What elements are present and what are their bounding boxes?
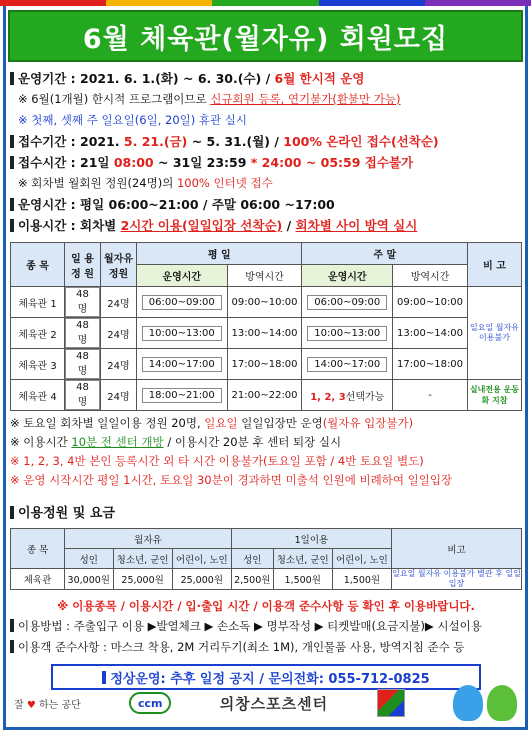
title-banner [8,10,523,62]
page-title: 6월 체육관(월자유) 회원모집 [82,23,449,55]
note-4: ※ 운영 시작시간 평일 1시간, 토요일 30분이 경과하면 미출석 인원에 비례하여 일일입장 [10,473,453,487]
emblem-icon [377,689,405,717]
schedule-table [10,242,522,411]
reception-note: ※ 회차별 월회원 정원(24명)의 100% 인터넷 접수 [18,176,273,190]
remark-sunday: 일요일 월자유 이용불가 [468,287,522,380]
ccm-logo: ccm [129,692,171,714]
sports-center-logo: 의창스포츠센터 [219,694,329,713]
reception-period: 접수기간 : 2021. 5. 21.(금) ~ 5. 31.(월) / 100% 온라인 접수(선착순) [10,131,522,152]
slogan-logo: 잘 ♥ 하는 공단 [14,699,81,711]
footer [8,678,523,728]
fees-title: 이용정원 및 요금 [10,504,522,524]
remark-shoes: 실내전용 운동화 지참 [468,380,522,411]
period-note-2: ※ 첫째, 셋째 주 일요일(6일, 20일) 휴관 실시 [18,113,247,127]
col-weekday: 평 일 [137,243,302,265]
col-wd-dis: 방역시간 [227,265,302,287]
note-3: ※ 1, 2, 3, 4반 본인 등록시간 외 타 시간 이용불가(토요일 포함 / 4반 토요일 별도) [10,454,424,468]
col-daily: 일 용 정 원 [65,243,101,287]
table-row: 체육관 30,000원 25,000원 25,000원 2,500원 1,500원 1,500원 일요일 월자유 이용불가 별관 후 일일입장 [11,569,522,590]
table-row: 체육관 1 48명 24명 06:00~09:00 09:00~10:00 06:00~09:00 09:00~10:00 일요일 월자유 이용불가 [11,287,522,318]
usage-time: 이용시간 : 회차별 2시간 이용(일일입장 선착순) / 회차별 사이 방역 실시 [10,215,522,236]
content [10,68,522,690]
usage-method: 이용방법 : 주출입구 이용 ▶발열체크 ▶ 손소독 ▶ 명부작성 ▶ 티켓발매(요금지불)▶ 시설이용 [10,616,522,637]
fees-table: 종 목 월자유 1일이용 비고 성인 청소년, 군인 어린이, 노인 성인 청소년, 군인 어린이, 노인 체육관 30,000원 25,000원 25,000원 2,500원 1,500원 1,500원 일요일 월자유 이용불가 별관 후 일일입장 [10,528,522,590]
top-stripes [0,0,531,6]
col-remarks: 비 고 [468,243,522,287]
contact-box: 정상운영: 추후 일정 공지 / 문의전화: 055-712-0825 [51,664,481,690]
col-we-dis: 방역시간 [393,265,468,287]
operating-hours: 운영시간 : 평일 06:00~21:00 / 주말 06:00 ~17:00 [10,194,522,215]
col-weekend: 주 말 [302,243,468,265]
operating-period: 운영기간 : 2021. 6. 1.(화) ~ 6. 30.(수) / 6월 한시적 운영 [10,68,522,89]
note-1: ※ 토요일 회차별 일일이용 정원 20명, 일요일 일일입장만 운영(월자유 입장불가) [10,416,414,430]
table-row: 체육관 4 48명 24명 18:00~21:00 21:00~22:00 1, 2, 3선택가능 - 실내전용 운동화 지참 [11,380,522,411]
note-2: ※ 이용시간 10분 전 센터 개방 / 이용시간 20분 후 센터 퇴장 실시 [10,435,342,449]
mascot-blue-icon [453,685,483,721]
notes [10,414,522,490]
usage-info [10,616,522,658]
col-we-op: 운영시간 [302,265,393,287]
mascot-icons [453,685,517,721]
usage-rules: 이용객 준수사항 : 마스크 착용, 2M 거리두기(최소 1M), 개인물품 사용, 방역지침 준수 등 [10,637,522,658]
mascot-green-icon [487,685,517,721]
col-wd-op: 운영시간 [137,265,228,287]
table-row: 체육관 3 48명 24명 14:00~17:00 17:00~18:00 14:00~17:00 17:00~18:00 [11,349,522,380]
reception-time: 접수시간 : 21일 08:00 ~ 31일 23:59 * 24:00 ~ 05:59 접수불가 [10,152,522,173]
check-notice: ※ 이용종목 / 이용시간 / 입·출입 시간 / 이용객 준수사항 등 확인 후 이용바랍니다. [57,599,475,613]
col-item: 종 목 [11,243,65,287]
period-note-1: ※ 6월(1개월) 한시적 프로그램이므로 신규회원 등록, 연기불가(환불만 가능) [18,92,401,106]
table-row: 체육관 2 48명 24명 10:00~13:00 13:00~14:00 10:00~13:00 13:00~14:00 [11,318,522,349]
col-monthly: 월자유 정원 [101,243,137,287]
